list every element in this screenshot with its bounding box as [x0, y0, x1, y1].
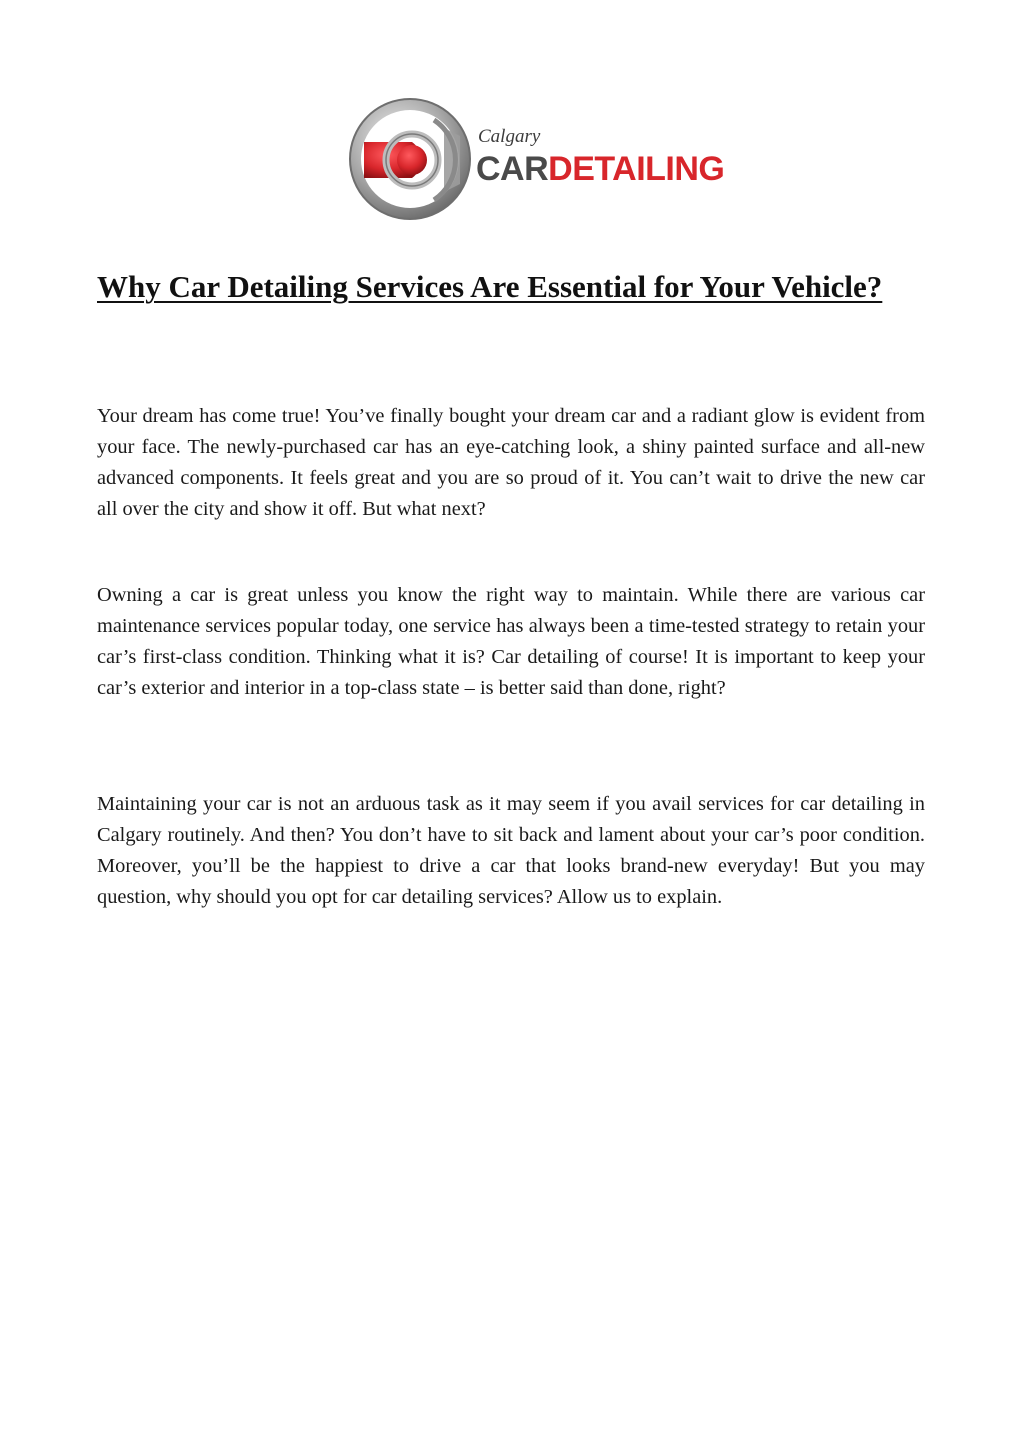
- page-title: Why Car Detailing Services Are Essential for Your Vehicle?: [97, 269, 883, 304]
- logo-word-car: CAR: [476, 150, 549, 188]
- logo-word-detailing: DETAILING: [548, 150, 725, 188]
- logo-emblem-icon: [350, 99, 470, 219]
- paragraph: Maintaining your car is not an arduous task as it may seem if you avail services for car detailing in Calgary routinely. And then? You don’t have to sit back and lament about your car’s poor condition. Moreover, you’ll be the happiest to drive a car that looks brand-new everyday! But you may question, why should you opt for car detailing services? Allow us to explain.: [97, 793, 925, 908]
- logo-wordmark: [476, 150, 724, 188]
- company-logo: [348, 92, 725, 227]
- paragraph: Owning a car is great unless you know the right way to maintain. While there are various car maintenance services popular today, one service has always been a time-tested strategy to retain your car’s first-class condition. Thinking what it is? Car detailing of course! It is important to keep your car’s exterior and interior in a top-class state – is better said than done, right?: [97, 584, 925, 699]
- paragraph: Your dream has come true! You’ve finally bought your dream car and a radiant glow is evident from your face. The newly-purchased car has an eye-catching look, a shiny painted surface and all-new advanced components. It feels great and you are so proud of it. You can’t wait to drive the new car all over the city and show it off. But what next?: [97, 405, 925, 520]
- logo-script-text: Calgary: [478, 126, 541, 147]
